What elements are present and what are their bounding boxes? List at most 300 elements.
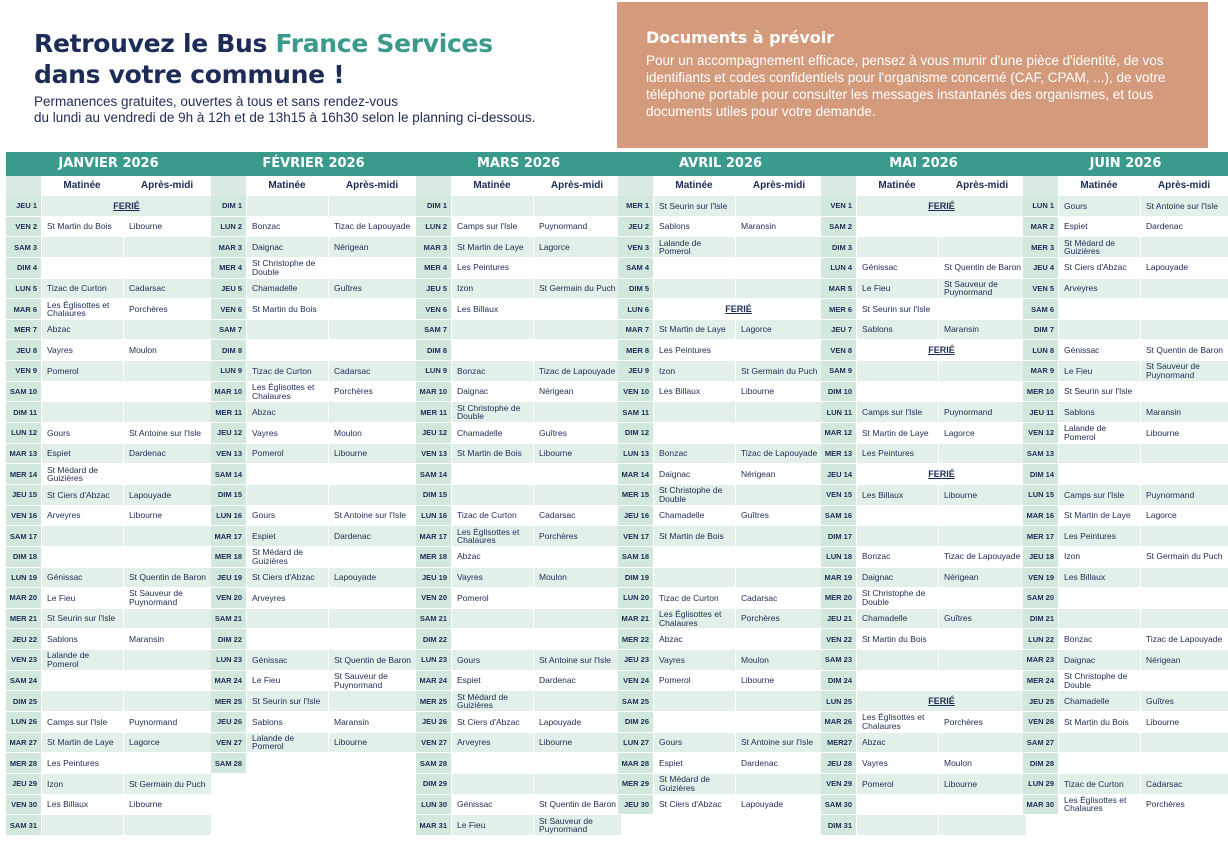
day-row bbox=[211, 609, 416, 630]
day-row bbox=[618, 712, 823, 733]
morning-location: Les Billaux bbox=[856, 485, 938, 505]
afternoon-location bbox=[1140, 464, 1228, 484]
day-row bbox=[821, 279, 1026, 300]
day-label: SAM 27 bbox=[1023, 733, 1058, 753]
day-label: SAM 6 bbox=[1023, 299, 1058, 319]
day-label: DIM 18 bbox=[6, 547, 41, 567]
day-row bbox=[1023, 444, 1228, 465]
month-column bbox=[6, 152, 211, 836]
morning-location: Tizac de Curton bbox=[41, 279, 123, 299]
morning-location: Les Billaux bbox=[451, 299, 533, 319]
day-label: JEU 1 bbox=[6, 196, 41, 216]
morning-location: Vayres bbox=[41, 340, 123, 360]
morning-location: Arveyres bbox=[451, 733, 533, 753]
day-label: SAM 14 bbox=[416, 464, 451, 484]
day-label: VEN 15 bbox=[821, 485, 856, 505]
morning-location: Espiet bbox=[451, 671, 533, 691]
afternoon-location: St Sauveur de Puynormand bbox=[1140, 361, 1228, 381]
afternoon-location: Moulon bbox=[328, 423, 416, 443]
morning-location: Pomerol bbox=[856, 774, 938, 794]
day-label: MER 22 bbox=[618, 629, 653, 649]
morning-location: Le Fieu bbox=[1058, 361, 1140, 381]
day-row bbox=[821, 650, 1026, 671]
day-label: SAM 20 bbox=[1023, 588, 1058, 608]
morning-location bbox=[41, 691, 123, 711]
afternoon-location: Lapouyade bbox=[1140, 258, 1228, 278]
day-label: SAM 10 bbox=[6, 382, 41, 402]
day-label: VEN 2 bbox=[6, 217, 41, 237]
day-row bbox=[1023, 464, 1228, 485]
day-row bbox=[6, 444, 211, 465]
morning-location: Camps sur l'Isle bbox=[451, 217, 533, 237]
morning-location bbox=[856, 815, 938, 835]
afternoon-location bbox=[735, 237, 823, 257]
day-label: MER 10 bbox=[1023, 382, 1058, 402]
day-row bbox=[821, 402, 1026, 423]
morning-location: St Ciers d'Abzac bbox=[41, 485, 123, 505]
morning-location bbox=[856, 795, 938, 815]
day-label: VEN 6 bbox=[211, 299, 246, 319]
morning-location: Les Églisottes et Chalaures bbox=[1058, 795, 1140, 815]
afternoon-location bbox=[735, 691, 823, 711]
day-label: JEU 12 bbox=[416, 423, 451, 443]
afternoon-location bbox=[938, 444, 1026, 464]
afternoon-location: Nérigean bbox=[328, 237, 416, 257]
day-label: SAM 7 bbox=[211, 320, 246, 340]
day-row bbox=[211, 547, 416, 568]
afternoon-location bbox=[938, 526, 1026, 546]
afternoon-location: St Sauveur de Puynormand bbox=[938, 279, 1026, 299]
morning-location: Daignac bbox=[246, 237, 328, 257]
afternoon-location: Moulon bbox=[938, 753, 1026, 773]
afternoon-location bbox=[1140, 568, 1228, 588]
afternoon-location bbox=[1140, 382, 1228, 402]
morning-location: St Christophe de Double bbox=[1058, 671, 1140, 691]
day-label: SAM 21 bbox=[416, 609, 451, 629]
afternoon-location: St Quentin de Baron bbox=[328, 650, 416, 670]
day-row bbox=[821, 733, 1026, 754]
day-row bbox=[1023, 279, 1228, 300]
day-row bbox=[6, 196, 211, 217]
afternoon-location bbox=[938, 237, 1026, 257]
morning-location bbox=[653, 547, 735, 567]
day-header-cell bbox=[618, 176, 653, 196]
morning-location: Lalande de Pomerol bbox=[246, 733, 328, 753]
day-row bbox=[821, 691, 1026, 712]
day-row bbox=[416, 526, 621, 547]
month-column bbox=[821, 152, 1026, 836]
day-label: DIM 14 bbox=[1023, 464, 1058, 484]
day-row bbox=[211, 423, 416, 444]
day-label: SAM 16 bbox=[821, 506, 856, 526]
day-label: DIM 29 bbox=[416, 774, 451, 794]
day-row bbox=[416, 671, 621, 692]
day-label: JEU 15 bbox=[6, 485, 41, 505]
day-label: LUN 30 bbox=[416, 795, 451, 815]
afternoon-location: St Quentin de Baron bbox=[1140, 340, 1228, 360]
afternoon-location: Nérigean bbox=[1140, 650, 1228, 670]
day-row bbox=[821, 547, 1026, 568]
month-title: MAI 2026 bbox=[821, 152, 1026, 176]
afternoon-location: Lapouyade bbox=[123, 485, 211, 505]
day-row bbox=[6, 258, 211, 279]
afternoon-location bbox=[123, 402, 211, 422]
day-row bbox=[416, 753, 621, 774]
morning-header: Matinée bbox=[268, 180, 306, 191]
day-label: VEN 9 bbox=[6, 361, 41, 381]
afternoon-location: St Germain du Puch bbox=[123, 774, 211, 794]
afternoon-location bbox=[533, 609, 621, 629]
afternoon-location bbox=[938, 815, 1026, 835]
afternoon-location bbox=[735, 526, 823, 546]
day-row bbox=[211, 340, 416, 361]
afternoon-location bbox=[938, 361, 1026, 381]
day-row bbox=[821, 753, 1026, 774]
afternoon-location: Porchères bbox=[533, 526, 621, 546]
afternoon-location bbox=[328, 196, 416, 216]
day-row bbox=[416, 258, 621, 279]
day-row bbox=[618, 464, 823, 485]
afternoon-location bbox=[328, 629, 416, 649]
afternoon-location bbox=[533, 258, 621, 278]
afternoon-location bbox=[533, 402, 621, 422]
afternoon-location bbox=[123, 753, 211, 773]
day-label: JEU 18 bbox=[1023, 547, 1058, 567]
afternoon-location: St Quentin de Baron bbox=[533, 795, 621, 815]
day-row bbox=[6, 568, 211, 589]
day-row bbox=[6, 733, 211, 754]
day-row bbox=[211, 712, 416, 733]
afternoon-location bbox=[735, 196, 823, 216]
day-row bbox=[6, 279, 211, 300]
day-label: LUN 1 bbox=[1023, 196, 1058, 216]
morning-location: Daignac bbox=[653, 464, 735, 484]
afternoon-location bbox=[328, 258, 416, 278]
day-label: DIM 21 bbox=[1023, 609, 1058, 629]
day-label: VEN 20 bbox=[211, 588, 246, 608]
page-title-line2: dans votre commune ! bbox=[34, 60, 345, 89]
morning-location: Tizac de Curton bbox=[1058, 774, 1140, 794]
afternoon-location bbox=[1140, 609, 1228, 629]
morning-location: Daignac bbox=[856, 568, 938, 588]
day-label: SAM 21 bbox=[211, 609, 246, 629]
afternoon-location bbox=[938, 650, 1026, 670]
afternoon-location: Libourne bbox=[938, 774, 1026, 794]
day-label: MER 13 bbox=[821, 444, 856, 464]
afternoon-location bbox=[328, 691, 416, 711]
day-row bbox=[416, 444, 621, 465]
day-row bbox=[618, 485, 823, 506]
afternoon-location: Maransin bbox=[938, 320, 1026, 340]
day-row bbox=[211, 464, 416, 485]
day-row bbox=[1023, 423, 1228, 444]
day-label: DIM 7 bbox=[1023, 320, 1058, 340]
morning-location bbox=[1058, 733, 1140, 753]
day-label: LUN 13 bbox=[618, 444, 653, 464]
day-label: VEN 5 bbox=[1023, 279, 1058, 299]
morning-location: St Christophe de Double bbox=[856, 588, 938, 608]
day-label: SAM 28 bbox=[211, 753, 246, 773]
afternoon-location: St Sauveur de Puynormand bbox=[123, 588, 211, 608]
documents-title: Documents à prévoir bbox=[646, 28, 835, 47]
morning-location bbox=[1058, 753, 1140, 773]
day-row bbox=[618, 650, 823, 671]
day-label: DIM 22 bbox=[416, 629, 451, 649]
morning-location bbox=[451, 774, 533, 794]
day-label: DIM 4 bbox=[6, 258, 41, 278]
day-row bbox=[211, 753, 416, 774]
day-row bbox=[1023, 691, 1228, 712]
day-row bbox=[211, 361, 416, 382]
day-row bbox=[1023, 712, 1228, 733]
day-label: JEU 23 bbox=[618, 650, 653, 670]
day-row bbox=[1023, 237, 1228, 258]
day-label: JEU 16 bbox=[618, 506, 653, 526]
day-row bbox=[618, 753, 823, 774]
day-label: MAR 17 bbox=[416, 526, 451, 546]
morning-location: St Martin de Laye bbox=[1058, 506, 1140, 526]
afternoon-location bbox=[123, 382, 211, 402]
morning-location: Lalande de Pomerol bbox=[1058, 423, 1140, 443]
afternoon-location: Maransin bbox=[123, 629, 211, 649]
afternoon-location: Guîtres bbox=[328, 279, 416, 299]
day-label: MER 11 bbox=[416, 402, 451, 422]
day-label: JEU 30 bbox=[618, 795, 653, 815]
day-row bbox=[1023, 217, 1228, 238]
day-row bbox=[6, 423, 211, 444]
day-row bbox=[6, 237, 211, 258]
morning-location bbox=[246, 629, 328, 649]
title-part1: Retrouvez le Bus bbox=[34, 29, 276, 58]
subtitle-line1: Permanences gratuites, ouvertes à tous et sans rendez-vous bbox=[34, 94, 398, 109]
morning-location bbox=[41, 526, 123, 546]
morning-location: Pomerol bbox=[653, 671, 735, 691]
afternoon-location: St Germain du Puch bbox=[735, 361, 823, 381]
day-label: JEU 28 bbox=[821, 753, 856, 773]
day-label: SAM 3 bbox=[6, 237, 41, 257]
day-label: MAR 30 bbox=[1023, 795, 1058, 815]
day-row bbox=[1023, 774, 1228, 795]
day-label: SAM 4 bbox=[618, 258, 653, 278]
afternoon-location bbox=[938, 671, 1026, 691]
morning-location bbox=[451, 629, 533, 649]
afternoon-location bbox=[123, 815, 211, 835]
day-row bbox=[6, 299, 211, 320]
day-row bbox=[618, 526, 823, 547]
day-row bbox=[211, 568, 416, 589]
day-row bbox=[1023, 795, 1228, 816]
day-label: LUN 12 bbox=[6, 423, 41, 443]
afternoon-location: Cadarsac bbox=[735, 588, 823, 608]
morning-location bbox=[653, 712, 735, 732]
day-label: MER27 bbox=[821, 733, 856, 753]
day-row bbox=[618, 340, 823, 361]
morning-location bbox=[451, 320, 533, 340]
afternoon-location bbox=[123, 320, 211, 340]
afternoon-location: Moulon bbox=[735, 650, 823, 670]
morning-location: Bonzac bbox=[856, 547, 938, 567]
day-row bbox=[211, 196, 416, 217]
day-row bbox=[211, 506, 416, 527]
afternoon-location: Porchères bbox=[938, 712, 1026, 732]
day-label: MAR 21 bbox=[618, 609, 653, 629]
morning-location: Vayres bbox=[246, 423, 328, 443]
day-label: LUN 16 bbox=[211, 506, 246, 526]
month-title: MARS 2026 bbox=[416, 152, 621, 176]
day-row bbox=[1023, 320, 1228, 341]
column-headers bbox=[1023, 176, 1228, 196]
subtitle-line2: du lundi au vendredi de 9h à 12h et de 13h15 à 16h30 selon le planning ci-dessous. bbox=[34, 110, 536, 125]
morning-location: Chamadelle bbox=[246, 279, 328, 299]
day-label: MER 14 bbox=[6, 464, 41, 484]
afternoon-location: Puynormand bbox=[938, 402, 1026, 422]
day-label: LUN 23 bbox=[211, 650, 246, 670]
afternoon-location: Libourne bbox=[938, 485, 1026, 505]
day-label: SAM 25 bbox=[618, 691, 653, 711]
day-row bbox=[821, 217, 1026, 238]
morning-location: Izon bbox=[41, 774, 123, 794]
afternoon-location: Dardenac bbox=[1140, 217, 1228, 237]
afternoon-location: St Antoine sur l'Isle bbox=[328, 506, 416, 526]
day-header-cell bbox=[821, 176, 856, 196]
day-label: SAM 31 bbox=[6, 815, 41, 835]
morning-location: Abzac bbox=[41, 320, 123, 340]
day-label: VEN 23 bbox=[6, 650, 41, 670]
morning-location bbox=[856, 506, 938, 526]
day-label: MAR 14 bbox=[618, 464, 653, 484]
day-row bbox=[416, 774, 621, 795]
day-label: MER 25 bbox=[211, 691, 246, 711]
day-row bbox=[211, 299, 416, 320]
day-label: MER 7 bbox=[6, 320, 41, 340]
morning-location: St Médard de Guizières bbox=[451, 691, 533, 711]
morning-location: St Martin de Laye bbox=[653, 320, 735, 340]
day-label: LUN 20 bbox=[618, 588, 653, 608]
afternoon-location bbox=[123, 237, 211, 257]
afternoon-location: Maransin bbox=[328, 712, 416, 732]
day-row bbox=[821, 299, 1026, 320]
column-headers bbox=[416, 176, 621, 196]
day-label: MAR 6 bbox=[6, 299, 41, 319]
morning-location bbox=[41, 815, 123, 835]
morning-location bbox=[41, 382, 123, 402]
day-label: JEU 19 bbox=[211, 568, 246, 588]
day-label: MAR 10 bbox=[211, 382, 246, 402]
afternoon-location bbox=[1140, 444, 1228, 464]
morning-location bbox=[451, 340, 533, 360]
day-label: VEN 24 bbox=[618, 671, 653, 691]
day-row bbox=[618, 506, 823, 527]
day-row bbox=[6, 340, 211, 361]
afternoon-location: Maransin bbox=[735, 217, 823, 237]
afternoon-location: Dardenac bbox=[735, 753, 823, 773]
morning-location: St Seurin sur l'Isle bbox=[653, 196, 735, 216]
morning-location: St Ciers d'Abzac bbox=[246, 568, 328, 588]
day-row bbox=[211, 217, 416, 238]
day-label: VEN 30 bbox=[6, 795, 41, 815]
afternoon-location: Lapouyade bbox=[533, 712, 621, 732]
afternoon-location: Tizac de Lapouyade bbox=[938, 547, 1026, 567]
day-label: LUN 16 bbox=[416, 506, 451, 526]
afternoon-location bbox=[328, 402, 416, 422]
afternoon-location: Libourne bbox=[735, 671, 823, 691]
day-label: JEU 14 bbox=[821, 464, 856, 484]
day-label: JEU 25 bbox=[1023, 691, 1058, 711]
month-title: FÉVRIER 2026 bbox=[211, 152, 416, 176]
holiday-label: FERIÉ bbox=[856, 340, 1026, 360]
morning-location: Les Peintures bbox=[41, 753, 123, 773]
afternoon-location: Puynormand bbox=[533, 217, 621, 237]
morning-location: Les Églisottes et Chalaures bbox=[246, 382, 328, 402]
morning-location bbox=[1058, 464, 1140, 484]
day-row bbox=[618, 196, 823, 217]
page-title bbox=[34, 28, 604, 59]
day-row bbox=[618, 691, 823, 712]
day-label: DIM 25 bbox=[6, 691, 41, 711]
day-label: MER 21 bbox=[6, 609, 41, 629]
morning-location bbox=[856, 526, 938, 546]
afternoon-location: Tizac de Lapouyade bbox=[735, 444, 823, 464]
day-label: LUN 15 bbox=[1023, 485, 1058, 505]
morning-location: Arveyres bbox=[246, 588, 328, 608]
day-row bbox=[6, 526, 211, 547]
morning-location: St Ciers d'Abzac bbox=[451, 712, 533, 732]
column-headers bbox=[618, 176, 823, 196]
day-label: JEU 9 bbox=[618, 361, 653, 381]
day-row bbox=[211, 526, 416, 547]
morning-location: Les Peintures bbox=[653, 340, 735, 360]
morning-header: Matinée bbox=[675, 180, 713, 191]
day-row bbox=[416, 712, 621, 733]
day-label: MAR 20 bbox=[6, 588, 41, 608]
day-label: MER 20 bbox=[821, 588, 856, 608]
afternoon-location bbox=[938, 506, 1026, 526]
morning-location bbox=[246, 340, 328, 360]
morning-location: Arveyres bbox=[41, 506, 123, 526]
day-row bbox=[821, 609, 1026, 630]
morning-location: Les Peintures bbox=[451, 258, 533, 278]
day-row bbox=[618, 320, 823, 341]
planning-calendar bbox=[6, 152, 1224, 842]
afternoon-location: Maransin bbox=[1140, 402, 1228, 422]
morning-location bbox=[653, 423, 735, 443]
day-label: VEN 27 bbox=[211, 733, 246, 753]
afternoon-location: Lagorce bbox=[1140, 506, 1228, 526]
day-label: JEU 11 bbox=[1023, 402, 1058, 422]
morning-location: Bonzac bbox=[246, 217, 328, 237]
morning-location: St Martin du Bois bbox=[41, 217, 123, 237]
day-label: MER 28 bbox=[6, 753, 41, 773]
day-row bbox=[1023, 753, 1228, 774]
day-row bbox=[416, 340, 621, 361]
afternoon-location: Libourne bbox=[1140, 712, 1228, 732]
afternoon-location: Libourne bbox=[123, 217, 211, 237]
afternoon-location: St Antoine sur l'Isle bbox=[123, 423, 211, 443]
afternoon-location bbox=[123, 691, 211, 711]
afternoon-header: Après-midi bbox=[550, 180, 604, 191]
day-label: MAR 31 bbox=[416, 815, 451, 835]
afternoon-location bbox=[735, 485, 823, 505]
afternoon-location: Porchères bbox=[735, 609, 823, 629]
afternoon-location: Lagorce bbox=[533, 237, 621, 257]
holiday-label: FERIÉ bbox=[856, 464, 1026, 484]
afternoon-location bbox=[533, 629, 621, 649]
afternoon-location bbox=[1140, 299, 1228, 319]
day-label: LUN 6 bbox=[618, 299, 653, 319]
day-label: LUN 2 bbox=[416, 217, 451, 237]
afternoon-location bbox=[533, 464, 621, 484]
day-row bbox=[416, 217, 621, 238]
